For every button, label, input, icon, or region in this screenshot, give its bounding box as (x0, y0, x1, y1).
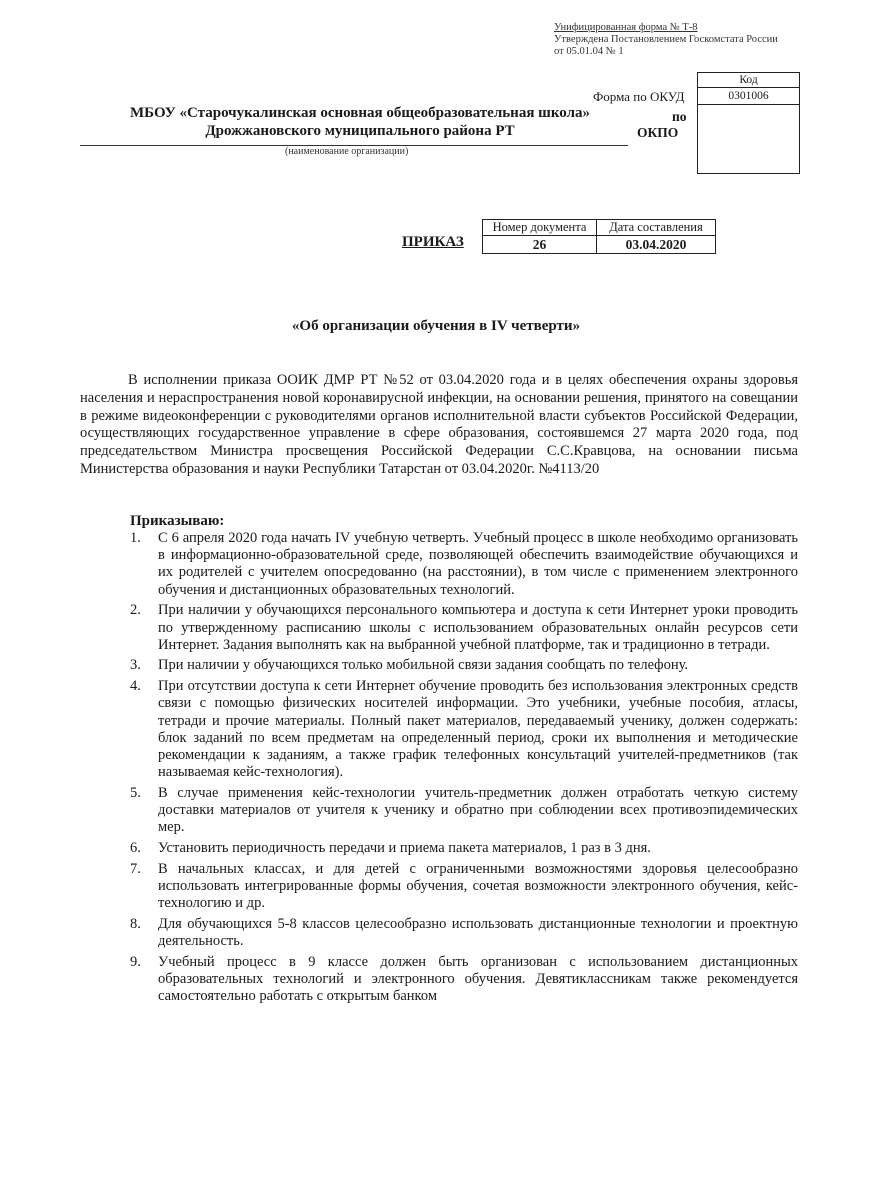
code-header: Код (698, 73, 799, 88)
list-item (130, 954, 798, 1006)
list-item (130, 916, 798, 950)
list-item (130, 602, 798, 654)
item-text: С 6 апреля 2020 года начать IV учебную четверть. Учебный процесс в школе необходимо организовать в информационно-образовательной среде, позволяющей обеспечить взаимодействие обучающихся и их родителей с учителем опосредованно (на расстоянии), в том числе с применением электронного обучения и дистанционных образовательных технологий. (158, 530, 798, 598)
item-number: 4. (130, 678, 141, 695)
number-label: Номер документа (483, 220, 597, 236)
form-note-line: Унифицированная форма № Т-8 (554, 22, 698, 33)
item-text: При отсутствии доступа к сети Интернет обучение проводить без использования электронных средств связи с помощью физических носителей информации. Это учебники, учебные пособия, атласы, тетради и прочие материалы. Полный пакет материалов, передаваемый ученику, должен содержать: блок заданий по всем предметам на определенный период, сроки их выполнения и методические рекомендации к заданиям, а также график телефонных консультаций учителей-предметников (так называемая кейс-технология). (158, 678, 798, 781)
item-number: 2. (130, 602, 141, 619)
okpo-label: ОКПО (637, 125, 679, 140)
item-number: 3. (130, 657, 141, 674)
document-subject: «Об организации обучения в IV четверти» (291, 318, 581, 334)
organization-name (90, 104, 630, 140)
list-item (130, 678, 798, 781)
item-number: 6. (130, 839, 141, 856)
item-number: 5. (130, 784, 141, 801)
item-number: 1. (130, 530, 141, 546)
organization-caption: (наименование организации) (285, 146, 409, 157)
item-text: Учебный процесс в 9 классе должен быть организован с использованием дистанционных образовательных технологий и электронного обучения. Девятиклассникам также рекомендуется самостоятельно работать с открытым банком (158, 953, 798, 1005)
code-box (697, 72, 800, 174)
list-item (130, 861, 798, 913)
list-item (130, 785, 798, 837)
okud-code: 0301006 (698, 88, 799, 105)
item-number: 8. (130, 915, 141, 932)
order-word: Приказываю: (130, 513, 225, 529)
item-number: 9. (130, 953, 141, 970)
document-number: 26 (483, 236, 597, 254)
organization-line-2: Дрожжановского муниципального района РТ (205, 123, 515, 139)
preamble (80, 372, 798, 479)
item-number: 7. (130, 860, 141, 877)
form-note-line: от 05.01.04 № 1 (554, 46, 624, 57)
preamble-text: В исполнении приказа ООИК ДМР РТ №52 от 03.04.2020 года и в целях обеспечения охраны здоровья населения и нераспространения новой коронавирусной инфекции, на основании решения, принятого на совещании в режиме видеоконференции с руководителями органов исполнительной власти субъектов Российской Федерации, осуществляющих государственное управление в сфере образования, состоявшемся 27 марта 2020 года, под председательством Министра просвещения Российской Федерации С.С.Кравцова, на основании письма Министерства образования и науки Республики Татарстан от 03.04.2020г. №4113/20 (80, 372, 798, 477)
item-text: В случае применения кейс-технологии учитель-предметник должен отработать четкую систему доставки материалов от учителя к ученику и обратно при соблюдении всех противоэпидемических мер. (158, 784, 798, 836)
item-text: При наличии у обучающихся только мобильной связи задания сообщать по телефону. (158, 657, 689, 674)
list-item (130, 657, 798, 674)
list-item (130, 840, 798, 857)
item-text: Для обучающихся 5-8 классов целесообразно использовать дистанционные технологии и проектную деятельность. (158, 915, 798, 949)
form-approval-note (554, 22, 778, 58)
document-info-table (482, 219, 716, 254)
item-text: Установить периодичность передачи и приема пакета материалов, 1 раз в 3 дня. (158, 839, 651, 856)
item-text: При наличии у обучающихся персонального компьютера и доступа к сети Интернет уроки проводить по утвержденному расписанию школы с использованием образовательных онлайн ресурсов сети Интернет. Задания выполнять как на выбранной учебной платформе, так и традиционно в тетради. (158, 602, 798, 653)
item-text: В начальных классах, и для детей с ограниченными возможностями здоровья целесообразно использовать интегрированные формы обучения, сочетая возможности электронного обучения, кейс-технологию и др. (158, 860, 798, 912)
document-type: ПРИКАЗ (402, 234, 464, 250)
list-item (130, 530, 798, 599)
order-items (130, 530, 798, 1009)
document-date: 03.04.2020 (597, 236, 716, 254)
okud-label: Форма по ОКУД (593, 89, 685, 104)
date-label: Дата составления (597, 220, 716, 236)
po-label: по (672, 109, 687, 124)
form-note-line: Утверждена Постановлением Госкомстата России (554, 34, 778, 45)
organization-line-1: МБОУ «Старочукалинская основная общеобразовательная школа» (129, 105, 591, 121)
